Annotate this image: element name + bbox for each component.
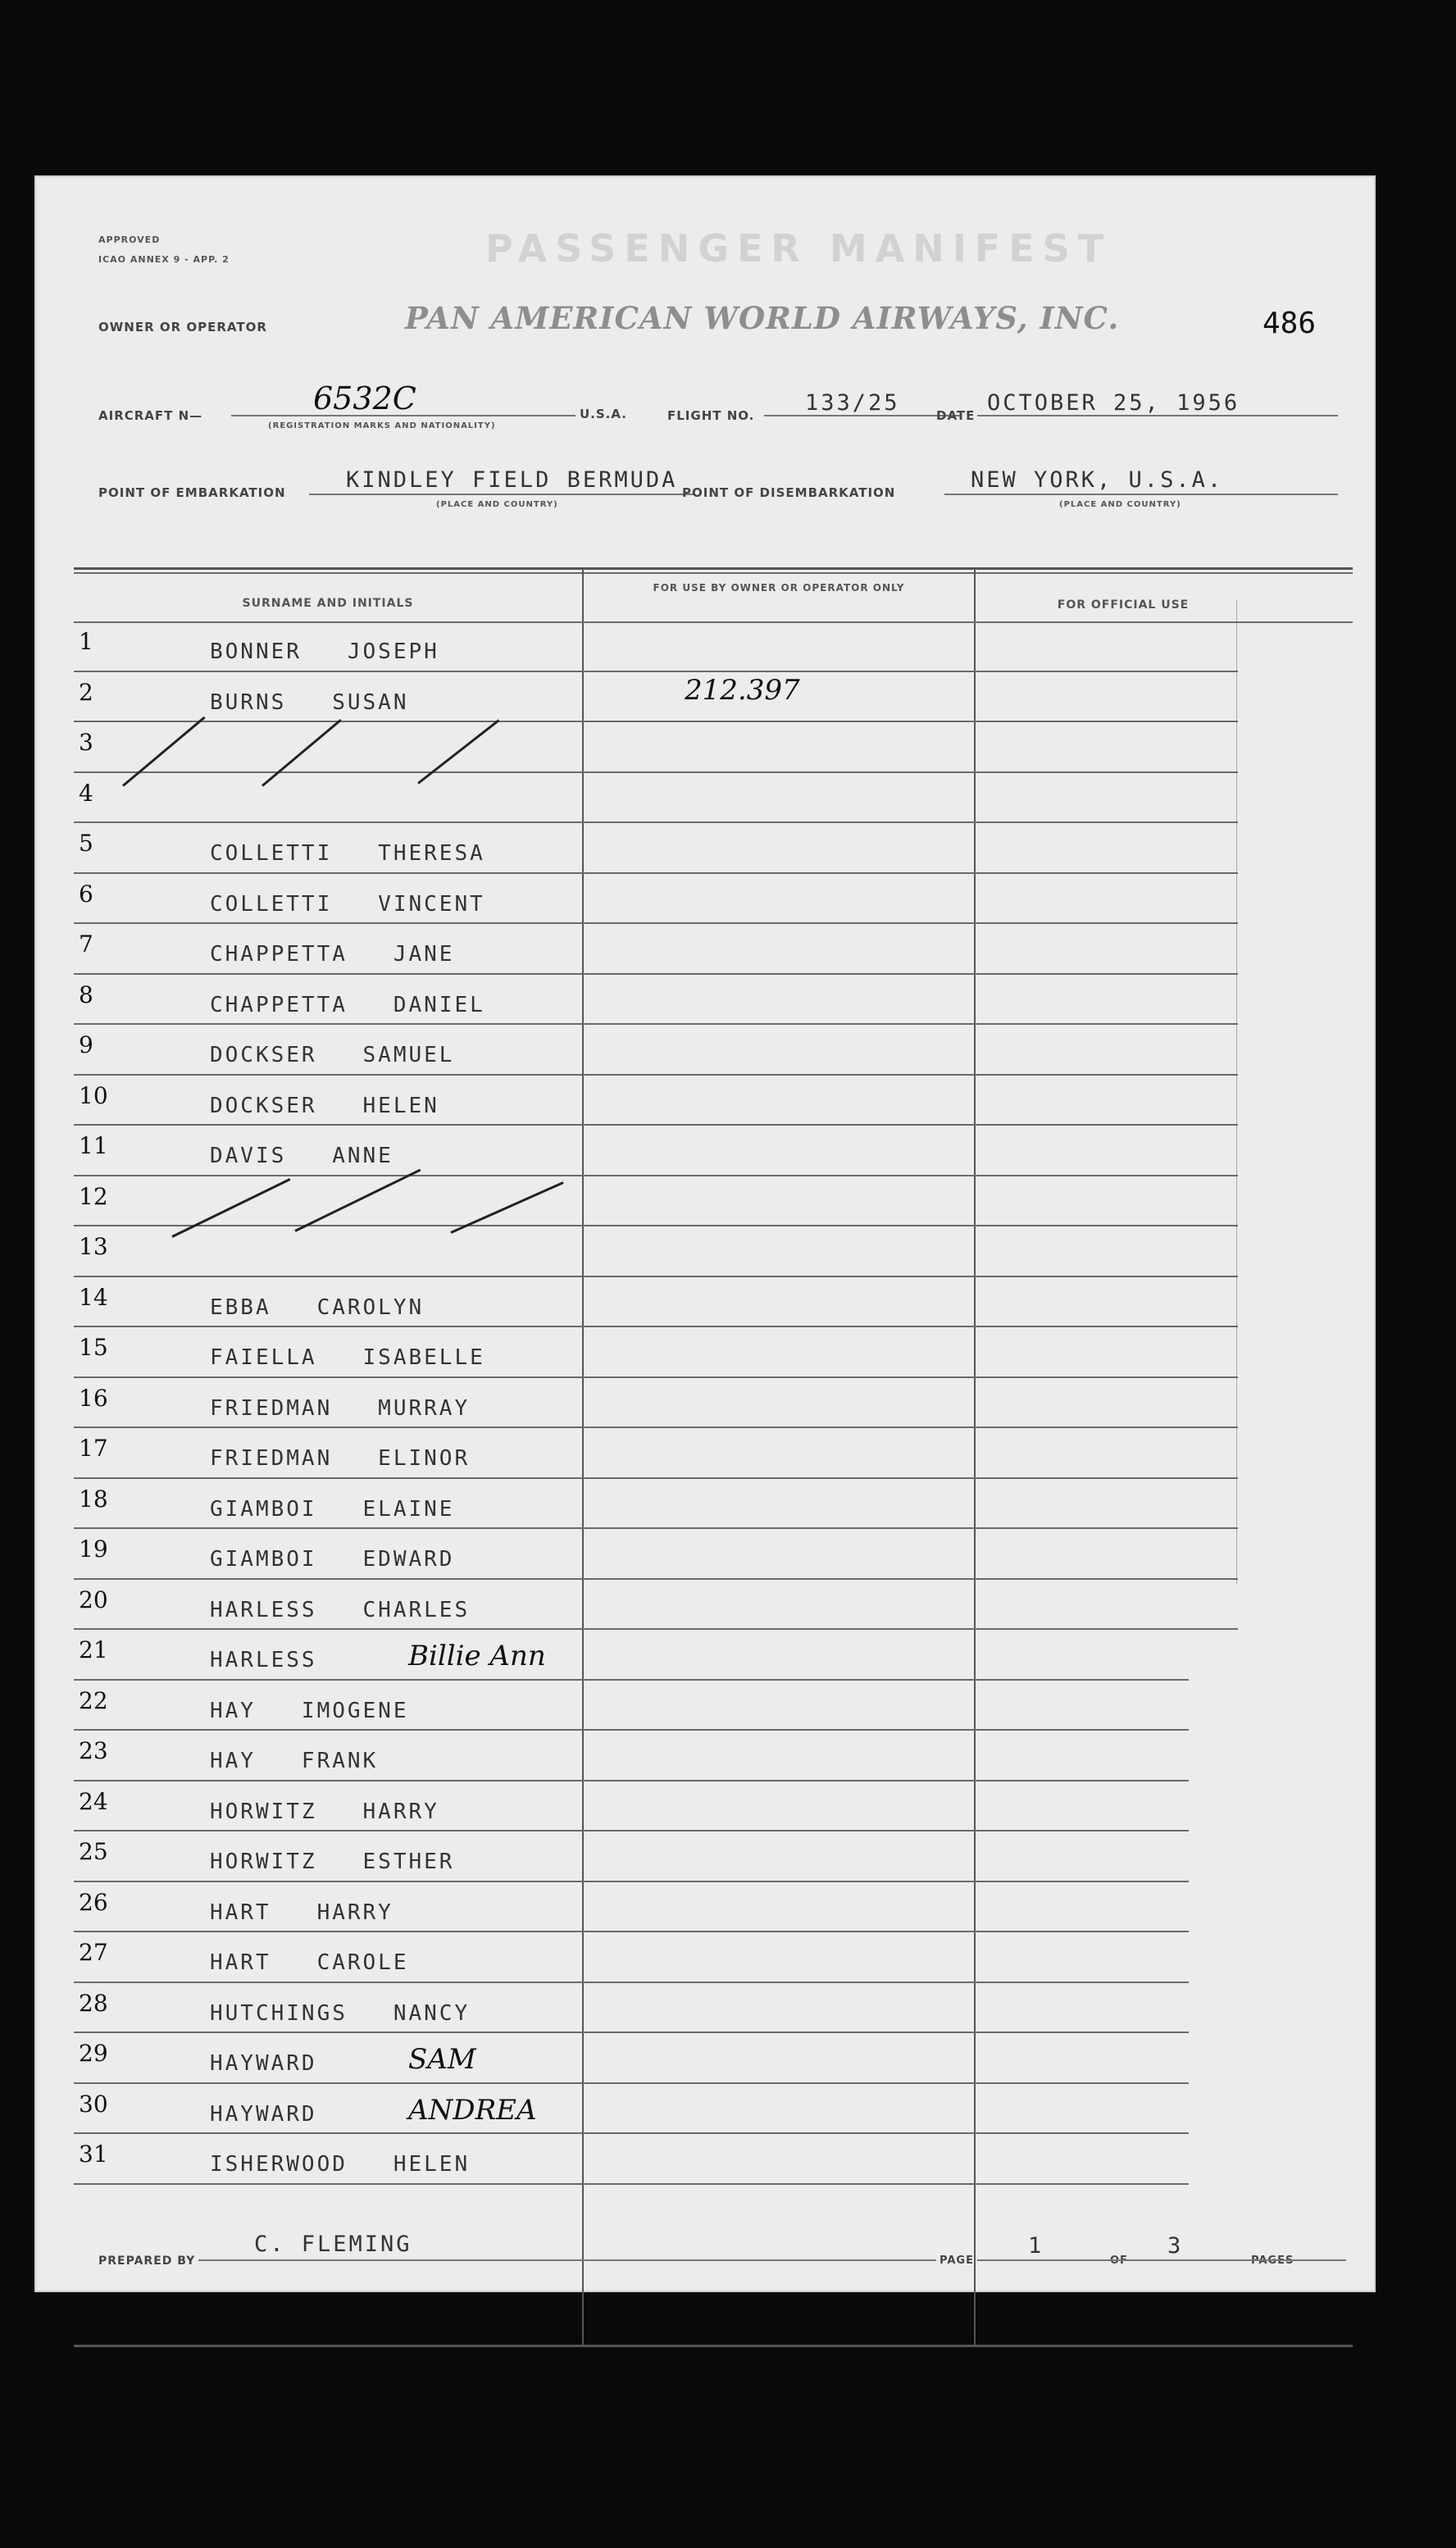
manifest-sheet xyxy=(34,175,1376,2292)
usa-label: U.S.A. xyxy=(580,407,627,421)
row-number: 14 xyxy=(79,1283,108,1311)
table-row xyxy=(74,823,1353,874)
row-number: 30 xyxy=(79,2090,108,2118)
table-row xyxy=(74,1226,1353,1277)
passenger-name: COLLETTI THERESA xyxy=(210,841,485,866)
flight-underline xyxy=(764,415,961,416)
table-top-rule xyxy=(74,567,1353,570)
embarkation-label: POINT OF EMBARKATION xyxy=(98,485,286,500)
passenger-name: HARLESS CHARLES xyxy=(210,1597,471,1622)
embarkation-value: KINDLEY FIELD BERMUDA xyxy=(346,467,678,493)
row-number: 28 xyxy=(79,1989,108,2017)
column-header-official: FOR OFFICIAL USE xyxy=(1057,598,1190,612)
row-number: 9 xyxy=(79,1031,93,1058)
row-number: 3 xyxy=(79,729,93,756)
table-row xyxy=(74,1327,1353,1378)
passenger-name: BURNS SUSAN xyxy=(210,689,409,715)
table-top-rule-2 xyxy=(74,572,1353,574)
passenger-name: HART CAROLE xyxy=(210,1950,409,1975)
handwritten-name: Billie Ann xyxy=(408,1640,546,1672)
page-value: 1 xyxy=(1028,2233,1044,2259)
table-row xyxy=(74,1932,1353,1983)
passenger-name: HAY IMOGENE xyxy=(210,1698,409,1723)
passenger-name: COLLETTI VINCENT xyxy=(210,891,485,917)
table-row xyxy=(74,1731,1353,1781)
row-number: 11 xyxy=(79,1132,108,1159)
row-rule xyxy=(74,2183,1189,2185)
passenger-name: FRIEDMAN MURRAY xyxy=(210,1395,471,1421)
aircraft-underline xyxy=(231,415,576,416)
passenger-name: DAVIS ANNE xyxy=(210,1144,394,1168)
handwritten-name: SAM xyxy=(408,2043,476,2076)
owner-label: OWNER OR OPERATOR xyxy=(98,320,267,334)
passenger-name: EBBA CAROLYN xyxy=(210,1294,425,1320)
row-number: 10 xyxy=(79,1081,108,1109)
passenger-name: ISHERWOOD HELEN xyxy=(210,2152,471,2177)
passenger-name: HAYWARD xyxy=(210,2051,317,2076)
row-number: 26 xyxy=(79,1888,108,1916)
passenger-name: HAY FRANK xyxy=(210,1749,379,1773)
owner-note: 212.397 xyxy=(685,673,800,707)
row-number: 24 xyxy=(79,1787,108,1815)
column-header-owner: FOR USE BY OWNER OR OPERATOR ONLY xyxy=(653,582,905,594)
table-row xyxy=(74,1479,1353,1530)
passenger-name: HART HARRY xyxy=(210,1900,394,1925)
table-row xyxy=(74,1126,1353,1176)
icao-reference: ICAO ANNEX 9 - APP. 2 xyxy=(98,254,230,265)
of-value: 3 xyxy=(1167,2233,1184,2259)
date-label: DATE xyxy=(936,408,976,423)
row-number: 29 xyxy=(79,2040,108,2067)
table-row xyxy=(74,672,1353,723)
row-number: 13 xyxy=(79,1233,108,1260)
table-row xyxy=(74,1378,1353,1429)
row-number: 1 xyxy=(79,628,93,655)
table-row xyxy=(74,2084,1353,2135)
passenger-name: GIAMBOI ELAINE xyxy=(210,1496,455,1522)
disembarkation-note: (PLACE AND COUNTRY) xyxy=(1059,500,1181,509)
table-row xyxy=(74,1277,1353,1328)
row-number: 7 xyxy=(79,930,93,958)
row-number: 8 xyxy=(79,981,93,1008)
passenger-name: FAIELLA ISABELLE xyxy=(210,1345,485,1370)
table-row xyxy=(74,1681,1353,1731)
row-number: 22 xyxy=(79,1686,108,1714)
passenger-table xyxy=(74,567,1353,2351)
row-number: 31 xyxy=(79,2141,108,2168)
row-number: 16 xyxy=(79,1384,108,1412)
pages-label: PAGES xyxy=(1251,2255,1294,2267)
row-number: 23 xyxy=(79,1737,108,1764)
passenger-name: HARLESS xyxy=(210,1648,317,1672)
prepared-label: PREPARED BY xyxy=(98,2255,196,2268)
table-row xyxy=(74,621,1353,672)
row-number: 18 xyxy=(79,1485,108,1513)
passenger-name: HORWITZ ESTHER xyxy=(210,1850,455,1874)
row-number: 20 xyxy=(79,1586,108,1613)
table-row xyxy=(74,924,1353,975)
page-underline xyxy=(977,2259,1346,2261)
date-value: OCTOBER 25, 1956 xyxy=(987,390,1240,416)
embarkation-note: (PLACE AND COUNTRY) xyxy=(436,500,558,509)
table-row xyxy=(74,1882,1353,1933)
aircraft-value: 6532C xyxy=(313,380,416,416)
row-number: 21 xyxy=(79,1636,108,1663)
row-number: 27 xyxy=(79,1939,108,1966)
table-row xyxy=(74,1428,1353,1479)
table-row xyxy=(74,1176,1353,1227)
passenger-name: GIAMBOI EDWARD xyxy=(210,1547,455,1572)
passenger-name: HUTCHINGS NANCY xyxy=(210,2000,471,2026)
disembarkation-label: POINT OF DISEMBARKATION xyxy=(682,485,896,500)
flight-label: FLIGHT NO. xyxy=(667,408,755,423)
table-row xyxy=(74,975,1353,1026)
row-number: 12 xyxy=(79,1182,108,1210)
form-title: PASSENGER MANIFEST xyxy=(485,226,1112,271)
row-number: 15 xyxy=(79,1334,108,1361)
table-row xyxy=(74,1630,1353,1681)
passenger-name: BONNER JOSEPH xyxy=(210,639,439,664)
passenger-name: HAYWARD xyxy=(210,2101,317,2127)
table-row xyxy=(74,722,1353,773)
passenger-name: CHAPPETTA JANE xyxy=(210,942,455,967)
table-row xyxy=(74,1983,1353,2034)
table-row xyxy=(74,2033,1353,2084)
aircraft-label: AIRCRAFT N— xyxy=(98,408,203,423)
passenger-name: DOCKSER HELEN xyxy=(210,1093,439,1118)
disembarkation-underline xyxy=(944,494,1338,495)
embarkation-underline xyxy=(309,494,694,495)
row-number: 5 xyxy=(79,830,93,857)
table-row xyxy=(74,1831,1353,1882)
table-row xyxy=(74,2134,1353,2185)
table-row xyxy=(74,1076,1353,1126)
company-name: PAN AMERICAN WORLD AIRWAYS, INC. xyxy=(405,300,1120,336)
registration-note: (REGISTRATION MARKS AND NATIONALITY) xyxy=(268,421,496,430)
row-number: 19 xyxy=(79,1536,108,1563)
row-number: 4 xyxy=(79,779,93,807)
table-bottom-rule xyxy=(74,2345,1353,2347)
page-number-stamp: 486 xyxy=(1263,307,1317,340)
prepared-underline xyxy=(198,2259,936,2261)
prepared-value: C. FLEMING xyxy=(254,2232,412,2257)
flight-value: 133/25 xyxy=(805,390,900,416)
row-number: 17 xyxy=(79,1435,108,1462)
handwritten-name: ANDREA xyxy=(408,2093,537,2127)
passenger-name: CHAPPETTA DANIEL xyxy=(210,992,485,1017)
passenger-name: FRIEDMAN ELINOR xyxy=(210,1446,471,1471)
column-header-surname: SURNAME AND INITIALS xyxy=(242,597,414,610)
table-row xyxy=(74,1025,1353,1076)
passenger-name: DOCKSER SAMUEL xyxy=(210,1043,455,1067)
row-number: 2 xyxy=(79,678,93,706)
table-row xyxy=(74,1781,1353,1832)
of-label: OF xyxy=(1110,2255,1128,2267)
date-underline xyxy=(977,415,1338,416)
row-number: 6 xyxy=(79,880,93,908)
approved-stamp: APPROVED xyxy=(98,234,161,245)
table-row xyxy=(74,1529,1353,1580)
passenger-name: HORWITZ HARRY xyxy=(210,1799,439,1824)
page-label: PAGE xyxy=(940,2255,974,2267)
table-row xyxy=(74,874,1353,925)
disembarkation-value: NEW YORK, U.S.A. xyxy=(971,467,1224,493)
row-number: 25 xyxy=(79,1838,108,1865)
table-row xyxy=(74,1580,1353,1631)
